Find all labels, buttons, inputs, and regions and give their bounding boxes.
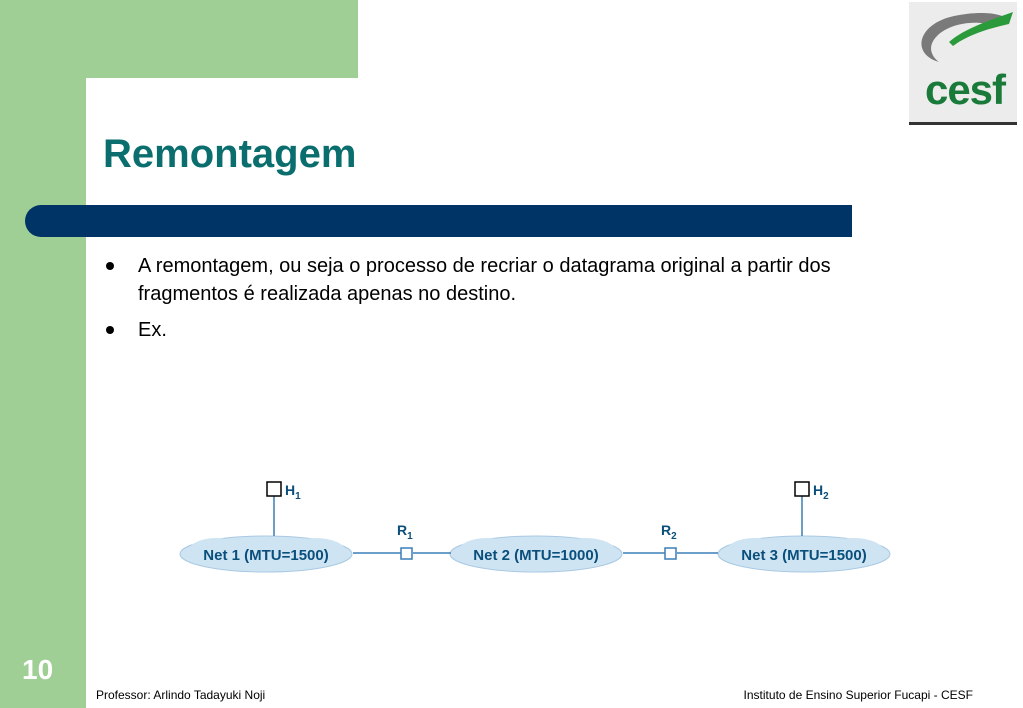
logo-text: cesf [924,66,1006,113]
bullet-text: Ex. [138,319,167,341]
host-subscript: 2 [823,491,829,502]
host-h2 [795,482,829,502]
bullet-dot-icon [106,326,114,334]
router-name: R [661,522,672,538]
host-subscript: 1 [295,491,301,502]
router-name: R [397,522,408,538]
network-cloud-net1 [180,536,352,572]
footer-professor: Professor: Arlindo Tadayuki Noji [96,688,266,702]
network-label: Net 2 (MTU=1000) [473,547,599,564]
network-label: Net 1 (MTU=1500) [203,547,329,564]
bullet-item [104,252,924,308]
host-name: H [813,482,824,498]
host-square-icon [267,482,281,496]
host-name: H [285,482,296,498]
svg-text:R1 [397,522,413,542]
bullet-item [104,316,924,344]
slide-number: 10 [22,654,54,685]
host-h1 [267,482,301,502]
network-label: Net 3 (MTU=1500) [741,547,867,564]
router-subscript: 1 [407,531,413,542]
cesf-logo [909,2,1017,125]
router-subscript: 2 [671,531,677,542]
footer-institution: Instituto de Ensino Superior Fucapi - CESF [743,688,973,702]
network-cloud-net3 [718,536,890,572]
svg-text:H2 [813,482,829,502]
host-square-icon [795,482,809,496]
svg-text:R2 [661,522,677,542]
bullet-text: A remontagem, ou seja o processo de recriar o datagrama original a partir dos fragmentos é realizada apenas no destino. [138,255,831,305]
network-diagram [176,474,900,584]
router-square-icon [401,548,412,559]
green-side-band [0,0,86,708]
bullet-dot-icon [106,262,114,270]
page-title: Remontagem [103,132,357,176]
bullet-list [104,252,924,352]
network-cloud-net2 [450,536,622,572]
svg-text:H1 [285,482,301,502]
router-square-icon [665,548,676,559]
title-underline-bar [25,205,852,237]
